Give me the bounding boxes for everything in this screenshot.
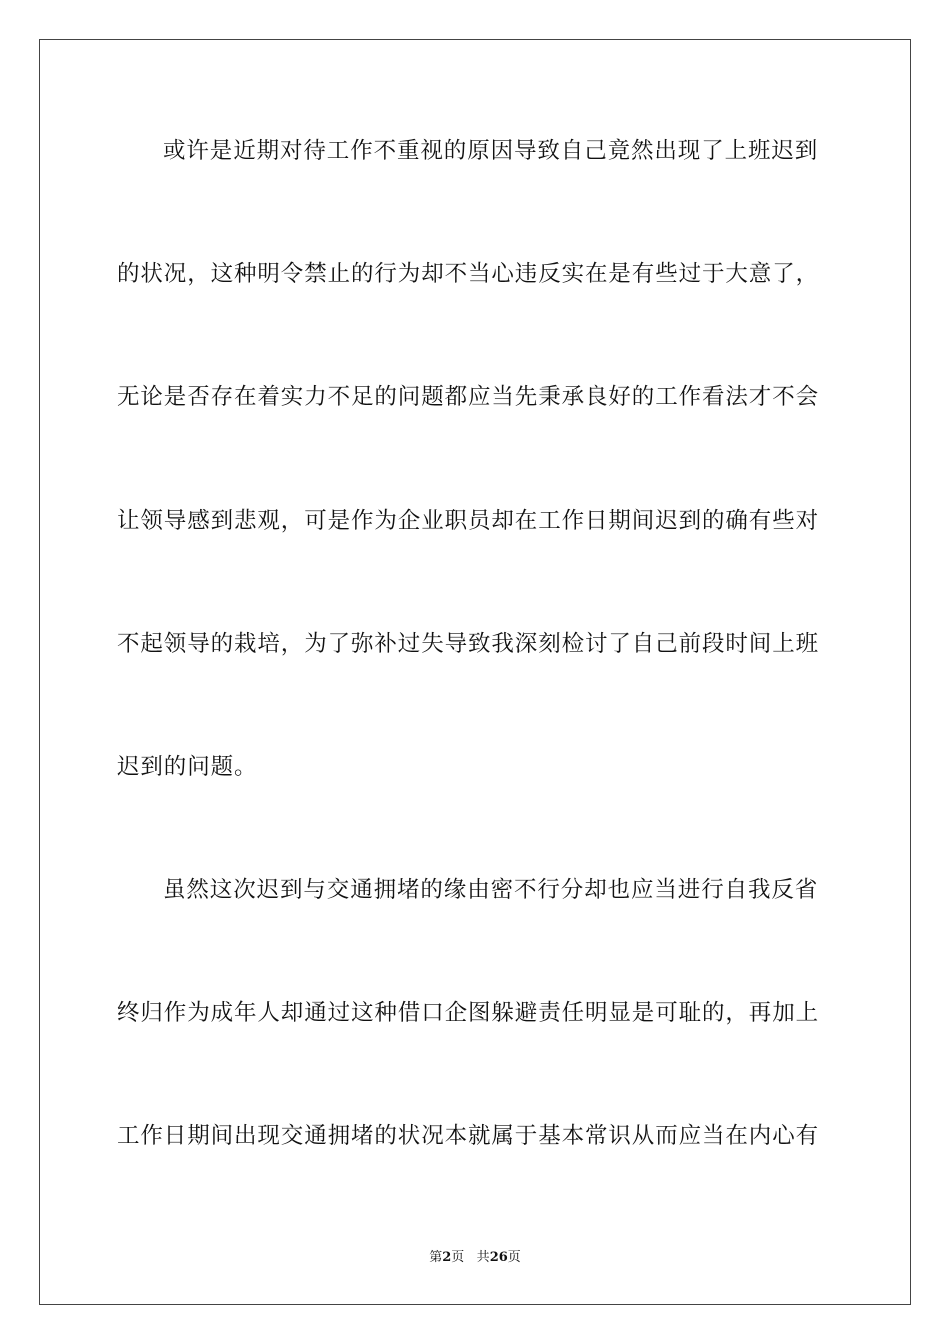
page-footer [0,1250,950,1266]
page-number: 2 [442,1250,452,1265]
total-prefix: 共 [476,1250,490,1265]
paragraph-1-line-3: 无论是否存在着实力不足的问题都应当先秉承良好的工作看法才不会 [117,384,820,410]
paragraph-2-line-2: 终归作为成年人却通过这种借口企图躲避责任明显是可耻的，再加上 [117,1000,820,1026]
paragraph-2-line-1: 虽然这次迟到与交通拥堵的缘由密不行分却也应当进行自我反省 [163,877,819,903]
paragraph-1-line-2: 的状况，这种明令禁止的行为却不当心违反实在是有些过于大意了， [117,261,820,287]
page-border [39,39,911,1305]
paragraph-1-line-5: 不起领导的栽培，为了弥补过失导致我深刻检讨了自己前段时间上班 [117,631,820,657]
paragraph-2-line-3: 工作日期间出现交通拥堵的状况本就属于基本常识从而应当在内心有 [117,1123,820,1149]
page-suffix: 页 [451,1250,465,1265]
page-prefix: 第 [429,1250,443,1265]
total-suffix: 页 [507,1250,521,1265]
paragraph-1-line-6: 迟到的问题。 [117,754,258,780]
paragraph-1-line-1: 或许是近期对待工作不重视的原因导致自己竟然出现了上班迟到 [163,138,819,164]
paragraph-1-line-4: 让领导感到悲观，可是作为企业职员却在工作日期间迟到的确有些对 [117,508,820,534]
total-pages: 26 [489,1250,508,1265]
